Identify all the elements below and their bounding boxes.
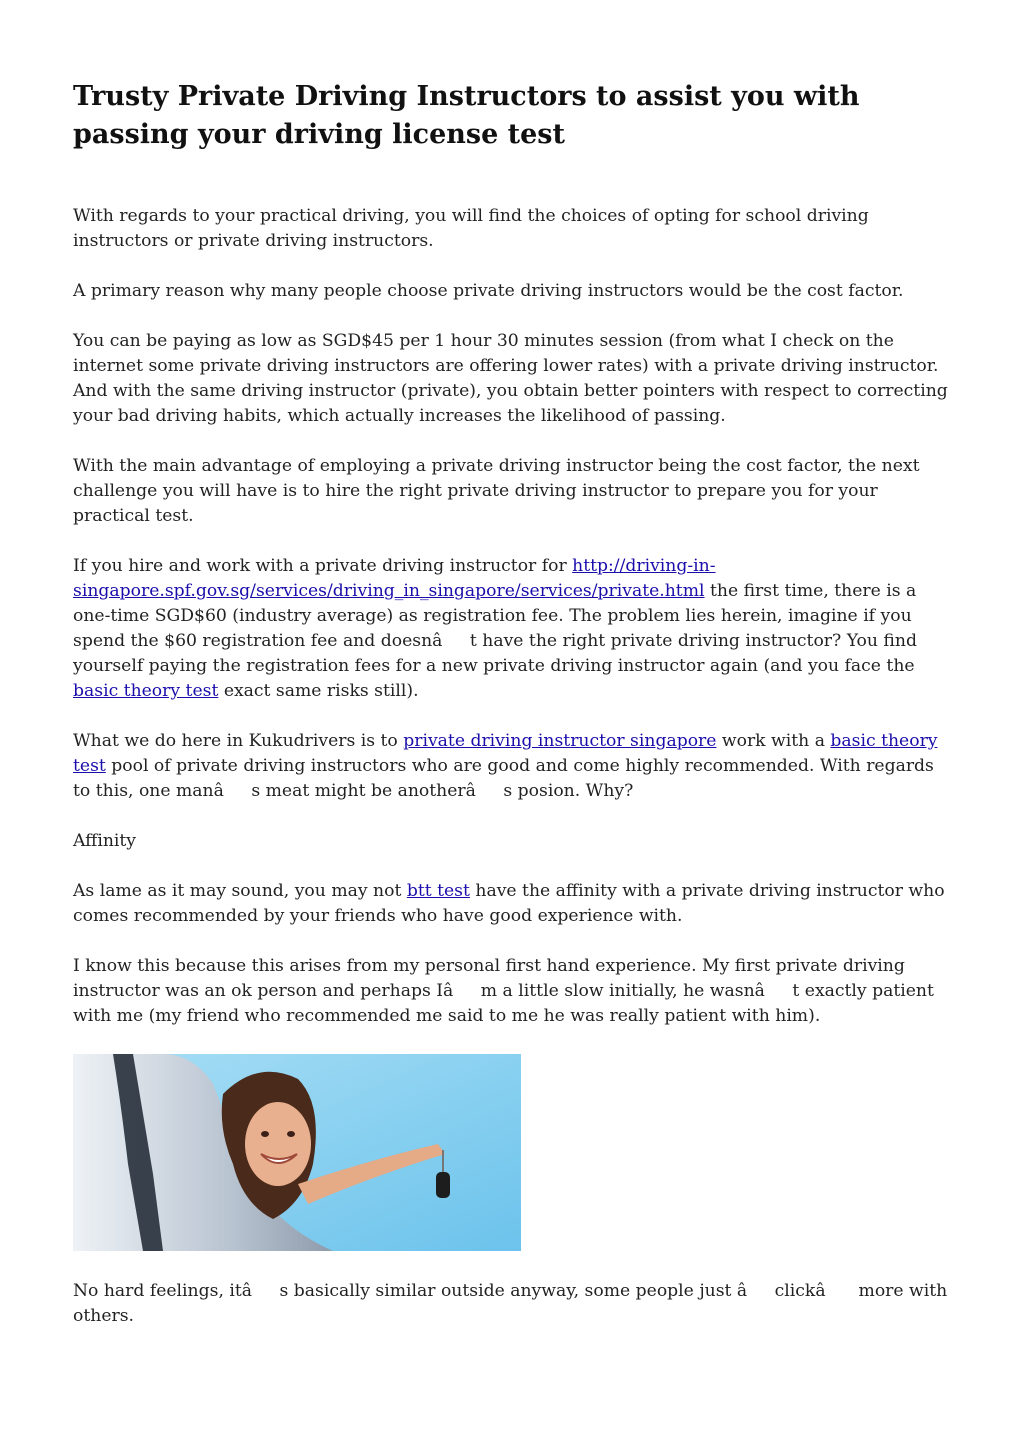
btt-test-link[interactable]: btt test [406,881,470,901]
paragraph-6-text-b: work with a [716,731,831,751]
paragraph-6-text-c: pool of private driving instructors who are good and come highly recommended. With regards to this, one manâs meat might be anotherâs posion. Why? [73,756,934,801]
paragraph-8-text-b: have the affinity with a private driving instructor who comes recommended by your friends who have good experience with. [73,881,945,926]
paragraph-4: With the main advantage of employing a private driving instructor being the cost factor, the next challenge you will have is to hire the right private driving instructor to prepare you for your practical test. [73,456,920,526]
paragraph-5 [73,554,953,704]
paragraph-1: With regards to your practical driving, you will find the choices of opting for school driving instructors or private driving instructors. [73,206,869,251]
paragraph-5-text-b: the first time, there is a one-time SGD$60 (industry average) as registration fee. The problem lies herein, imagine if you spend the $60 registration fee and doesnât have the right private driving instructor? You find yourself paying the registration fees for a new private driving instructor again (and you face the [73,581,917,676]
face [245,1102,311,1186]
private-url-link[interactable]: http://driving-in-singapore.spf.gov.sg/services/driving_in_singapore/services/private.html [73,556,716,601]
car-key-icon [436,1172,450,1198]
paragraph-6 [73,729,953,804]
article-title: Trusty Private Driving Instructors to assist you with passing your driving license test [73,81,860,150]
paragraph-6-text-a: What we do here in Kukudrivers is to [73,731,404,751]
woman-in-car-holding-key-photo [73,1054,521,1251]
paragraph-9: I know this because this arises from my personal first hand experience. My first private driving instructor was an ok person and perhaps Iâm a little slow initially, he wasnât exactly patient with me (my friend who recommended me said to me he was really patient with him). [73,956,934,1026]
paragraph-2: A primary reason why many people choose private driving instructors would be the cost factor. [73,281,904,301]
article [73,78,953,1354]
basic-theory-test-link-2[interactable]: basic theory test [73,731,938,776]
paragraph-10: No hard feelings, itâs basically similar outside anyway, some people just âclickâ more with others. [73,1281,948,1326]
paragraph-3: You can be paying as low as SGD$45 per 1 hour 30 minutes session (from what I check on the internet some private driving instructors are offering lower rates) with a private driving instructor. And with the same driving instructor (private), you obtain better pointers with respect to correcting your bad driving habits, which actually increases the likelihood of passing. [73,331,948,426]
paragraph-8 [73,879,953,929]
basic-theory-test-link[interactable]: basic theory test [73,681,219,701]
paragraph-5-text-a: If you hire and work with a private driving instructor for [73,556,573,576]
paragraph-8-text-a: As lame as it may sound, you may not [73,881,407,901]
section-heading-affinity: Affinity [73,831,137,851]
paragraph-5-text-c: exact same risks still). [218,681,419,701]
private-driving-instructor-singapore-link[interactable]: private driving instructor singapore [403,731,717,751]
